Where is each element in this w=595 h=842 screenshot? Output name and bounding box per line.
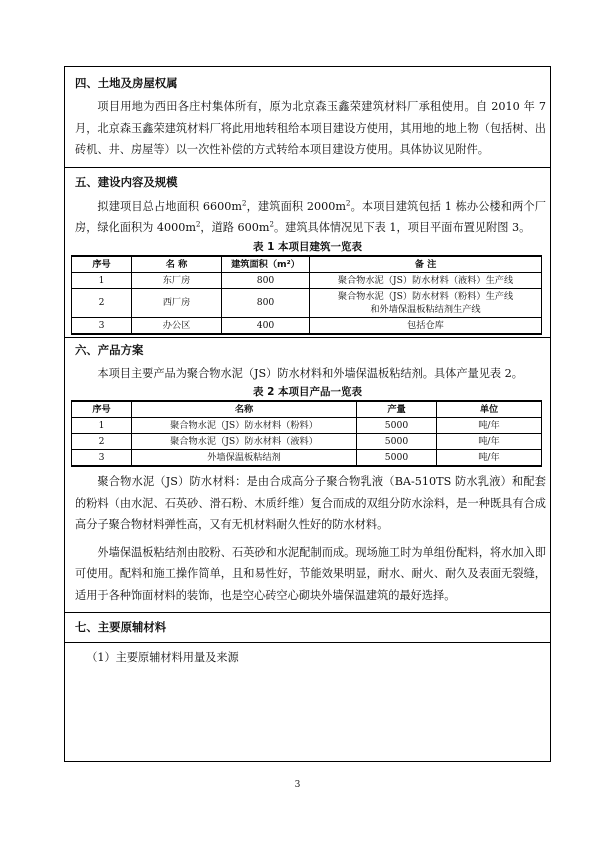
section-products — [65, 338, 550, 385]
table-cell: 1 — [72, 272, 132, 288]
section-land-rights — [65, 67, 550, 161]
column-header: 序号 — [72, 401, 132, 418]
table-cell: 3 — [72, 450, 132, 467]
column-header: 建筑面积（m²） — [222, 256, 310, 273]
table-cell: 2 — [72, 434, 132, 450]
column-header: 名称 — [132, 401, 357, 418]
content-frame — [64, 66, 551, 762]
table-cell: 包括仓库 — [310, 317, 542, 334]
table-cell: 吨/年 — [437, 418, 542, 434]
table-row — [72, 434, 542, 450]
table-header-row — [72, 256, 542, 273]
table-row — [72, 288, 542, 317]
section-construction — [65, 168, 550, 239]
page-number: 3 — [294, 780, 301, 790]
paragraph: 本项目主要产品为聚合物水泥（JS）防水材料和外墙保温板粘结剂。具体产量见表 2。 — [97, 366, 523, 380]
section-products-detail — [65, 471, 550, 606]
table-cell: 3 — [72, 317, 132, 334]
table-cell: 2 — [72, 288, 132, 317]
table-cell: 聚合物水泥（JS）防水材料（液料）生产线 — [310, 272, 542, 288]
table-cell: 5000 — [357, 450, 437, 467]
table-cell: 1 — [72, 418, 132, 434]
table-header-row — [72, 401, 542, 418]
table-row — [72, 272, 542, 288]
table-cell: 800 — [222, 288, 310, 317]
building-table — [71, 255, 542, 335]
paragraph: 项目用地为西田各庄村集体所有，原为北京森玉鑫荣建筑材料厂承租使用。自 2010 年 7 月，北京森玉鑫荣建筑材料厂将此用地转租给本项目建设方使用，其用地的地上物（包括树、出砖机、井、房屋等）以一次性补偿的方式转给本项目建设方使用。具体协议见附件。 — [75, 100, 546, 156]
table-cell: 外墙保温板粘结剂 — [132, 450, 357, 467]
section-materials — [65, 613, 550, 637]
table-cell: 800 — [222, 272, 310, 288]
table-cell: 聚合物水泥（JS）防水材料（粉料） — [132, 418, 357, 434]
column-header: 备 注 — [310, 256, 542, 273]
table-caption: 表 2 本项目产品一览表 — [252, 386, 363, 398]
table-caption: 表 1 本项目建筑一览表 — [252, 240, 363, 253]
section-title: 四、土地及房屋权属 — [75, 76, 178, 90]
section-title: 七、主要原辅材料 — [75, 620, 167, 634]
paragraph: 外墙保温板粘结剂由胶粉、石英砂和水泥配制而成。现场施工时为单组份配料，将水加入即可使用。配料和施工操作简单，且和易性好，节能效果明显，耐水、耐火、耐久及表面无裂缝，适用于各种饰面材料的装饰，也是空心砖空心砌块外墙保温建筑的最好选择。 — [75, 545, 546, 602]
product-table — [71, 400, 542, 467]
table-cell: 聚合物水泥（JS）防水材料（粉料）生产线 和外墙保温板粘结剂生产线 — [310, 288, 542, 317]
table-row — [72, 317, 542, 334]
section-title: 五、建设内容及规模 — [75, 174, 178, 189]
table-cell: 西厂房 — [132, 288, 222, 317]
section-materials-sub — [65, 643, 550, 669]
paragraph: 聚合物水泥（JS）防水材料：是由合成高分子聚合物乳液（BA-510TS 防水乳液）和配套的粉料（由水泥、石英砂、滑石粉、木质纤维）复合而成的双组分防水涂料，是一种既具有合成高分子聚合物材料弹性高，又有无机材料耐久性好的防水材料。 — [75, 475, 546, 531]
table-row — [72, 450, 542, 467]
table-cell: 吨/年 — [437, 434, 542, 450]
table-row — [72, 418, 542, 434]
column-header: 产量 — [357, 401, 437, 418]
column-header: 序号 — [72, 256, 132, 273]
table-cell: 办公区 — [132, 317, 222, 334]
paragraph: 拟建项目总占地面积 $6600m^2$，建筑面积 $2000m^2$。本项目建筑包括 1 栋办公楼和两个厂房，绿化面积为 $4000m^2$，道路 $600m^2$。建筑具体情况见下表 1，项目平面布置见附图 3。 — [75, 198, 546, 234]
column-header: 名 称 — [132, 256, 222, 273]
table-cell: 吨/年 — [437, 450, 542, 467]
table-cell: 400 — [222, 317, 310, 334]
table-cell: 5000 — [357, 434, 437, 450]
table-cell: 东厂房 — [132, 272, 222, 288]
table-cell: 聚合物水泥（JS）防水材料（液料） — [132, 434, 357, 450]
subsection-title: （1）主要原辅材料用量及来源 — [86, 651, 239, 664]
column-header: 单位 — [437, 401, 542, 418]
section-title: 六、产品方案 — [75, 342, 144, 357]
table-cell: 5000 — [357, 418, 437, 434]
